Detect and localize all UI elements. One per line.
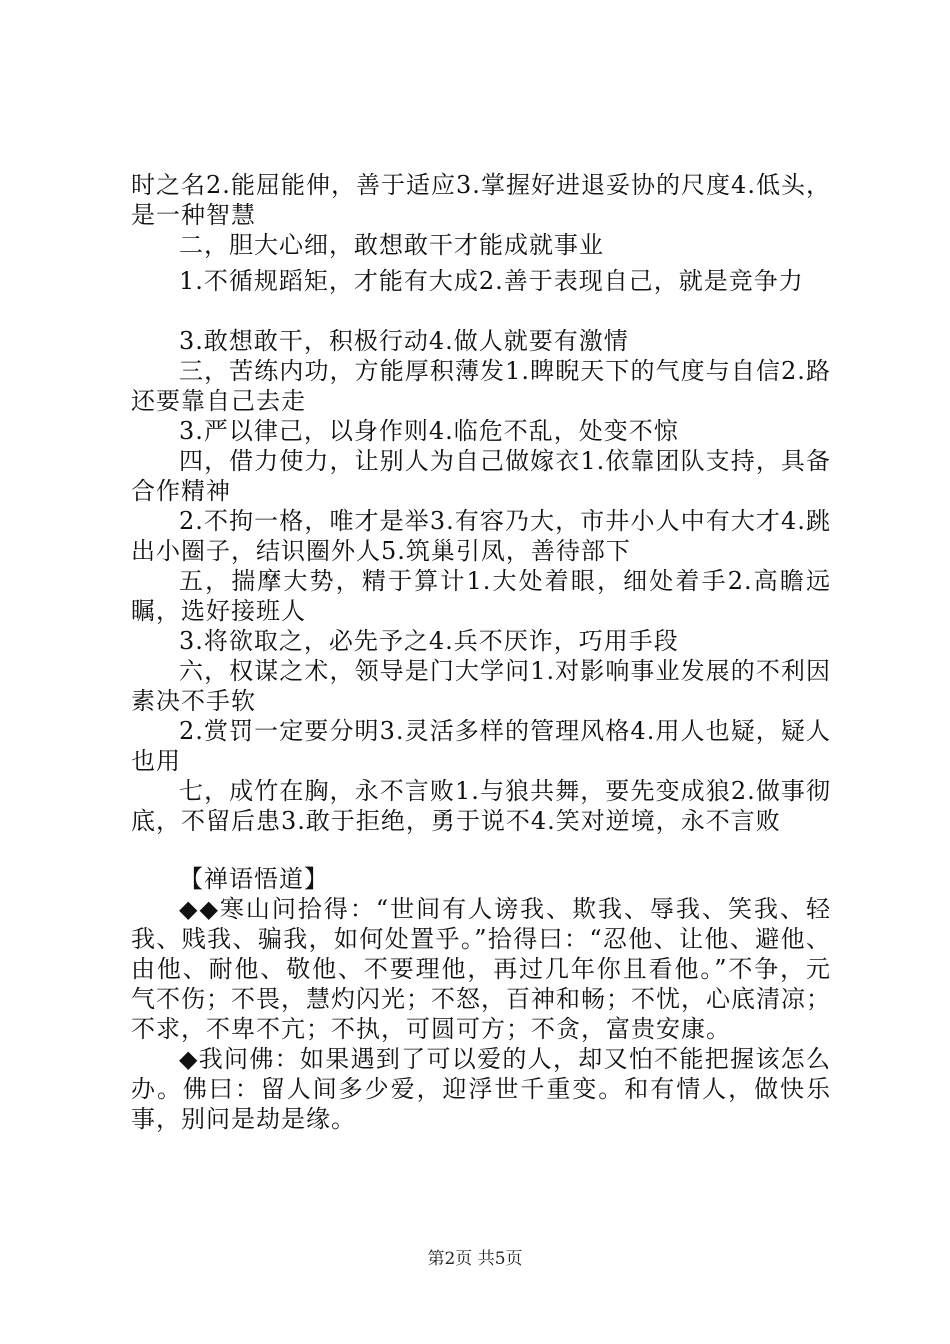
paragraph: 时之名2.能屈能伸，善于适应3.掌握好进退妥协的尺度4.低头，是一种智慧: [131, 171, 831, 229]
paragraph: 3.敢想敢干，积极行动4.做人就要有激情: [179, 327, 629, 355]
paragraph: 3.将欲取之，必先予之4.兵不厌诈，巧用手段: [179, 627, 679, 655]
section-heading: 四，借力使力，让别人为自己做嫁衣1.依靠团队支持，具备合作精神: [131, 447, 831, 505]
document-body: [131, 170, 831, 1134]
paragraph: 1.不循规蹈矩，才能有大成2.善于表现自己，就是竞争力: [179, 267, 804, 295]
zen-heading: 【禅语悟道】: [179, 865, 329, 893]
paragraph: 3.严以律己，以身作则4.临危不乱，处变不惊: [179, 417, 679, 445]
paragraph: 2.不拘一格，唯才是举3.有容乃大，市井小人中有大才4.跳出小圈子，结识圈外人5.筑巢引凤，善待部下: [131, 507, 831, 565]
paragraph: ◆◆寒山问拾得：“世间有人谤我、欺我、辱我、笑我、轻我、贱我、骗我，如何处置乎。”拾得曰：“忍他、让他、避他、由他、耐他、敬他、不要理他，再过几年你且看他。”不争，元气不伤；不畏，慧灼闪光；不怒，百神和畅；不忧，心底清凉；不求，不卑不亢；不执，可圆可方；不贪，富贵安康。: [131, 895, 831, 1043]
section-heading: 二，胆大心细，敢想敢干才能成就事业: [179, 231, 604, 259]
paragraph: 2.赏罚一定要分明3.灵活多样的管理风格4.用人也疑，疑人也用: [131, 717, 831, 775]
section-heading: 七，成竹在胸，永不言败1.与狼共舞，要先变成狼2.做事彻底，不留后患3.敢于拒绝，勇于说不4.笑对逆境，永不言败: [131, 777, 831, 835]
page-footer: 第2页 共5页: [427, 1249, 523, 1269]
section-heading: 五，揣摩大势，精于算计1.大处着眼，细处着手2.高瞻远瞩，选好接班人: [131, 567, 831, 625]
section-heading: 三，苦练内功，方能厚积薄发1.睥睨天下的气度与自信2.路还要靠自己去走: [131, 357, 831, 415]
paragraph: ◆我问佛：如果遇到了可以爱的人，却又怕不能把握该怎么办。佛曰：留人间多少爱，迎浮世千重变。和有情人，做快乐事，别问是劫是缘。: [131, 1045, 831, 1133]
section-heading: 六，权谋之术，领导是门大学问1.对影响事业发展的不利因素决不手软: [131, 657, 831, 715]
